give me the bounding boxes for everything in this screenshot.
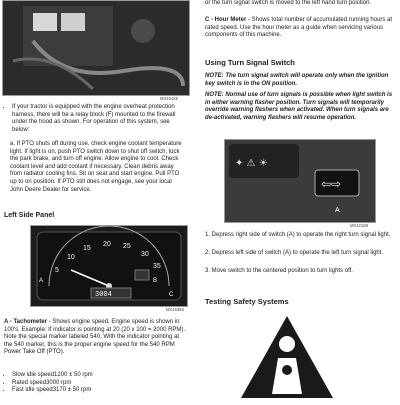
left-side-panel-heading: Left Side Panel xyxy=(4,212,55,219)
speed-item: • Slow idle speed1200 ± 50 rpm xyxy=(12,372,186,380)
note-flashers: NOTE: Normal use of turn signals is possible when light switch is in either warning flasher position. Turn signals will temporarily override warning flashers when activated. When turn signals are de-activated, warning flashers will resume operation. xyxy=(205,92,393,121)
bullet-text: • If your tractor is equipped with the engine overheat protection harness, there will be a relay block (F) mounted to the firewall under the hood as shown. For operation of this system, see below: xyxy=(12,104,184,134)
step-1: 1. Depress right side of switch (A) to operate the right turn signal light. xyxy=(205,232,391,238)
engine-speeds-list xyxy=(4,372,186,395)
tachometer-label: A - Tachometer xyxy=(4,319,48,325)
gauge-number: 25 xyxy=(123,243,131,250)
tachometer-text: - Shows engine speed. Engine speed is shown in 100's. Example: If indicator is pointing at 20 (20 x 100 = 2000 RPM). Note the special marker labeled 540. With the indicator pointing at the 540 marker, this is the proper engine speed for the 540 RPM Power Take Off (PTO). xyxy=(4,319,186,356)
photo-caption: MX15484 xyxy=(166,307,184,312)
turn-signal-switch-photo xyxy=(224,139,376,223)
warning-icons: ✦ ⚠ ☀ xyxy=(235,158,268,169)
switch-illustration xyxy=(225,140,375,222)
hour-meter-description xyxy=(205,17,397,40)
gauge-number: 20 xyxy=(103,241,111,248)
gauge-number: 5 xyxy=(55,267,59,274)
callout-b: B xyxy=(153,278,158,284)
gauge-number: 10 xyxy=(67,254,75,261)
step-2: 2. Depress left side of switch (A) to operate the left turn signal light. xyxy=(205,250,384,256)
callout-c: C xyxy=(169,292,174,298)
turn-signal-heading: Using Turn Signal Switch xyxy=(205,58,295,67)
hourglass-icon xyxy=(135,270,149,280)
gauge-number: 30 xyxy=(141,251,149,258)
callout-a: A xyxy=(39,278,44,284)
photo-caption: MX45425 xyxy=(160,96,178,101)
gauge-number: 35 xyxy=(153,263,161,270)
speed-item: • Rated speed3000 rpm xyxy=(12,380,186,388)
step-a-text: a. If PTO shuts off during use, check engine coolant temperature light. If light is on, push PTO switch down to shut off switch, lock the park brake, and turn off engine. Allow engine to cool. Check coolant level and add coolant if necessary. Clean debris away from radiator cooling fins. Sit on seat and start engine. Pull PTO up to on position. If PTO still does not engage, see your local John Deere Dealer for service. xyxy=(10,141,182,193)
callout-a: A xyxy=(335,207,340,214)
safety-warning-pictogram xyxy=(240,314,335,400)
tachometer-gauge xyxy=(31,226,187,306)
step-3: 3. Move switch to the centered position to turn lights off. xyxy=(205,268,353,274)
photo-caption: MX12198 xyxy=(350,223,368,228)
hour-meter-text: - Shows total number of accumulated running hours at rated speed. Use the hour meter as a guide when servicing various components of this machine. xyxy=(205,17,393,39)
hour-meter-label: C - Hour Meter xyxy=(205,17,247,23)
hazard-icon xyxy=(240,314,335,400)
relay-block-illustration xyxy=(3,1,189,95)
testing-safety-heading: Testing Safety Systems xyxy=(205,297,289,306)
arrow-icons: ⇦⇨ xyxy=(321,177,342,191)
tachometer-description xyxy=(4,319,186,357)
overheat-paragraph xyxy=(4,104,184,134)
note-ignition: NOTE: The turn signal switch will operate only when the ignition key switch is in the ON position. xyxy=(205,73,389,87)
turn-position-text: or the turn signal switch is moved to the left hand turn position. xyxy=(205,0,372,6)
gauge-panel-photo xyxy=(30,225,188,307)
relay-block-photo xyxy=(2,0,190,96)
gauge-number: 15 xyxy=(83,245,91,252)
speed-item: • Fast idle speed3170 ± 50 rpm xyxy=(12,387,186,395)
hour-meter-value: 3004 xyxy=(95,291,112,299)
